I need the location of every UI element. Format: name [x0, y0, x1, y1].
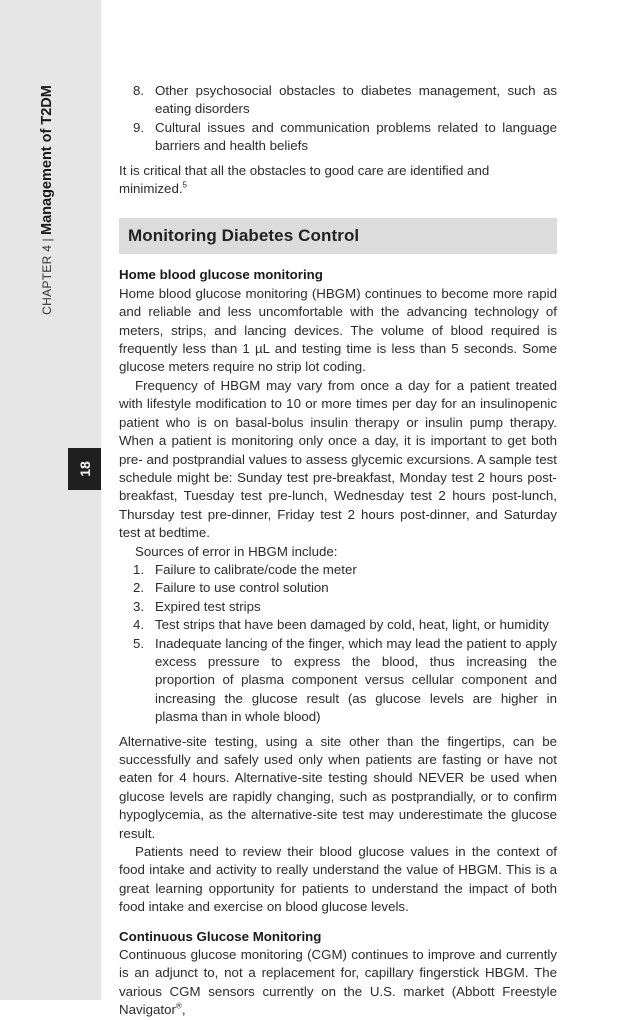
subheading-cgm: Continuous Glucose Monitoring [119, 928, 322, 944]
list-item: 2. Failure to use control solution [133, 580, 329, 596]
page-number-tab [68, 448, 101, 490]
registered-mark: ® [175, 1001, 182, 1011]
chapter-separator: | [40, 235, 54, 242]
reference-marker: 5 [182, 180, 187, 190]
hbgm-paragraph-1: Home blood glucose monitoring (HBGM) continues to become more rapid and reliable and less uncomfortable with the advancing technology of meters, strips, and lancing devices. The volume of blood required is frequently less than 1 µL and testing time is less than 5 seconds. Some glucose meters require no strip lot coding. [119, 285, 557, 375]
errors-list [119, 561, 557, 727]
list-item: 3. Expired test strips [133, 598, 261, 614]
chapter-label: CHAPTER 4 [40, 244, 54, 315]
list-item: 5. Inadequate lancing of the finger, which may lead the patient to apply excess pressure to express the blood, thus increasing the proportion of plasma component versus cellular component and increasing the glucose result (as glucose levels are higher in plasma than in whole blood) [133, 635, 557, 725]
chapter-title: Management of T2DM [39, 85, 55, 235]
section-heading-bar [119, 218, 557, 254]
list-item: 8. Other psychosocial obstacles to diabetes management, such as eating disorders [133, 83, 557, 117]
hbgm-paragraph-4: Patients need to review their blood glucose values in the context of food intake and activity to really understand the value of HBGM. This is a great learning opportunity for patients to understand the impact of both food intake and exercise on blood glucose levels. [119, 844, 557, 915]
cgm-paragraph-1: Continuous glucose monitoring (CGM) continues to improve and currently is an adjunct to, not a replacement for, capillary fingerstick HBGM. The various CGM sensors currently on the U.S. market (Abbott Freestyle Navigator®, [119, 947, 557, 1018]
subheading-hbgm: Home blood glucose monitoring [119, 267, 323, 283]
list-item: 9. Cultural issues and communication problems related to language barriers and health beliefs [133, 119, 557, 154]
page-number: 18 [76, 461, 93, 477]
page-content [119, 82, 557, 1020]
obstacles-list-continued [119, 82, 557, 156]
hbgm-paragraph-2: Frequency of HBGM may vary from once a day for a patient treated with lifestyle modification to 10 or more times per day for an insulinopenic patient who is on basal-bolus insulin therapy or insulin pump therapy. When a patient is monitoring only once a day, it is important to get both pre- and postprandial values to assess glycemic excursions. A sample test schedule might be: Sunday test pre-breakfast, Monday test 2 hours post-breakfast, Tuesday test pre-lunch, Wednesday test 2 hours post-lunch, Thursday test pre-dinner, Friday test 2 hours post-dinner, and Saturday test at bedtime. [119, 377, 557, 541]
section-title: Monitoring Diabetes Control [128, 226, 360, 246]
running-chapter-header [39, 70, 61, 330]
list-item: 4. Test strips that have been damaged by cold, heat, light, or humidity [133, 617, 549, 633]
intro-paragraph: It is critical that all the obstacles to good care are identified and minimized.$^5$ [119, 162, 490, 197]
list-item: 1. Failure to calibrate/code the meter [133, 561, 357, 577]
errors-intro: Sources of error in HBGM include: [135, 543, 338, 559]
hbgm-paragraph-3: Alternative-site testing, using a site other than the fingertips, can be successfully and safely used only when patients are fasting or have not eaten for 4 hours. Alternative-site testing should NEVER be used when glucose levels are rapidly changing, such as postprandially, or to confirm hypoglycemia, as the alternative-site test may underestimate the glucose result. [119, 733, 557, 841]
